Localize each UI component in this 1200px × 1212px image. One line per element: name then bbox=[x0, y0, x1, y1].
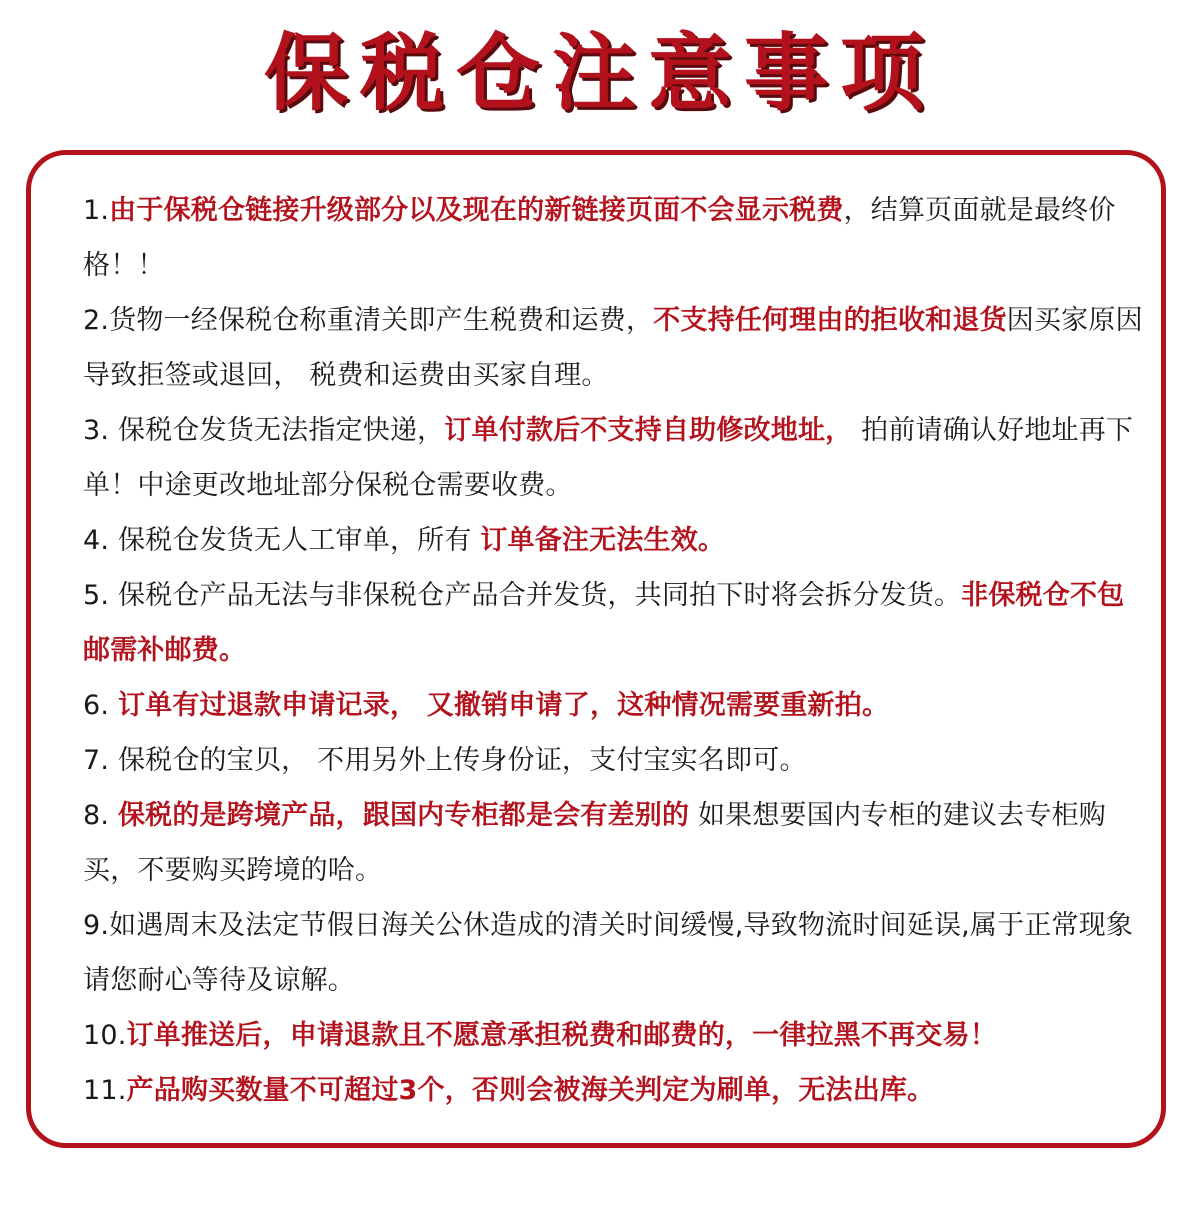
notice-text: ，结算页面就是最终价格！！ bbox=[83, 195, 1116, 281]
notice-text: 5. 保税仓产品无法与非保税仓产品合并发货，共同拍下时将会拆分发货。 bbox=[83, 580, 962, 611]
notice-item-4 bbox=[83, 513, 1143, 568]
notice-item-1 bbox=[83, 183, 1143, 293]
notice-text: 6. bbox=[83, 690, 118, 721]
notice-highlight: 产品购买数量不可超过3个，否则会被海关判定为刷单，无法出库。 bbox=[126, 1075, 935, 1106]
notice-highlight: 保税的是跨境产品，跟国内专柜都是会有差别的 bbox=[117, 800, 690, 831]
notice-item-8 bbox=[83, 788, 1143, 898]
notice-text: 4. 保税仓发货无人工审单，所有 bbox=[83, 525, 481, 556]
notice-text: 1. bbox=[83, 195, 110, 226]
notice-item-5 bbox=[83, 568, 1143, 678]
notice-text: 7. 保税仓的宝贝， 不用另外上传身份证，支付宝实名即可。 bbox=[83, 745, 807, 776]
notice-highlight: 订单推送后，申请退款且不愿意承担税费和邮费的，一律拉黑不再交易！ bbox=[126, 1020, 997, 1051]
notice-highlight: 不支持任何理由的拒收和退货 bbox=[653, 305, 1007, 336]
notice-item-10 bbox=[83, 1008, 1143, 1063]
notice-item-2 bbox=[83, 293, 1143, 403]
notice-highlight: 由于保税仓链接升级部分以及现在的新链接页面不会显示税费 bbox=[109, 195, 844, 226]
notice-highlight: 非保税仓不包邮需补邮费。 bbox=[83, 580, 1125, 666]
notice-text: 2.货物一经保税仓称重清关即产生税费和运费， bbox=[83, 305, 654, 336]
notice-item-6 bbox=[83, 678, 1143, 733]
notice-highlight: 订单有过退款申请记录， 又撤销申请了，这种情况需要重新拍。 bbox=[117, 690, 890, 721]
notice-item-11 bbox=[83, 1063, 1143, 1118]
notice-text: 3. 保税仓发货无法指定快递， bbox=[83, 415, 445, 446]
notice-text: 11. bbox=[83, 1075, 127, 1106]
notice-text: 拍前请确认好地址再下单！中途更改地址部分保税仓需要收费。 bbox=[83, 415, 1134, 501]
notice-item-3 bbox=[83, 403, 1143, 513]
page-title: 保税仓注意事项 bbox=[263, 24, 936, 122]
notice-item-9 bbox=[83, 898, 1143, 1008]
notice-text: 因买家原因导致拒签或退回， 税费和运费由买家自理。 bbox=[83, 305, 1143, 391]
notice-text: 8. bbox=[83, 800, 118, 831]
notice-list bbox=[83, 183, 1143, 1118]
notice-text: 如果想要国内专柜的建议去专柜购买，不要购买跨境的哈。 bbox=[83, 800, 1106, 886]
notice-text: 9.如遇周末及法定节假日海关公休造成的清关时间缓慢,导致物流时间延误,属于正常现象请您耐心等待及谅解。 bbox=[83, 910, 1134, 996]
notice-highlight: 订单付款后不支持自助修改地址， bbox=[444, 415, 853, 446]
notice-highlight: 订单备注无法生效。 bbox=[480, 525, 726, 556]
notice-text: 10. bbox=[83, 1020, 127, 1051]
notice-item-7 bbox=[83, 733, 1143, 788]
notice-card bbox=[26, 150, 1166, 1148]
